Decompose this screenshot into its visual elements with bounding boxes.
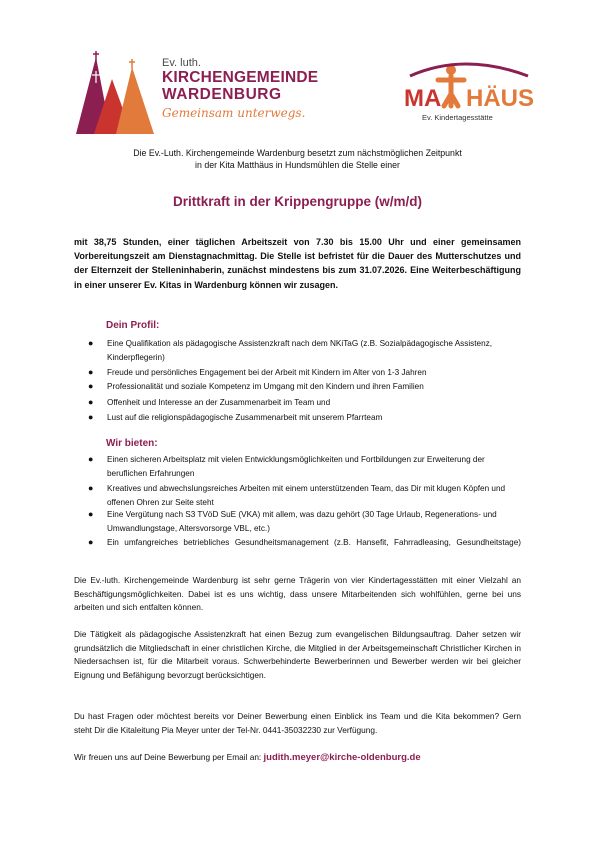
offer-item-text: Kreatives und abwechslungsreiches Arbeiten mit einem unterstützenden Team, das Dir mit klugen Köpfen und offenen Ohren zur Seite steht [107,484,506,507]
logo-line-1: KIRCHENGEMEINDE [162,69,319,86]
logo-line-2: WARDENBURG [162,86,282,103]
intro-line-1: Die Ev.-Luth. Kirchengemeinde Wardenburg besetzt zum nächstmöglichen Zeitpunkt [133,148,462,158]
offer-item-text: Eine Vergütung nach S3 TVöD SuE (VKA) mit allem, was dazu gehört (30 Tage Urlaub, Regenerations- und Umwandlungstage, Altersvorsorge VBL, etc.) [107,510,497,533]
bullet-icon: ● [88,483,94,493]
bullet-icon: ● [88,338,94,348]
svg-text:MA: MA [404,85,442,112]
offer-item-text: Einen sicheren Arbeitsplatz mit vielen Entwicklungsmöglichkeiten und Fortbildungen zur Erweiterung der beruflichen Erfahrungen [107,455,485,478]
profile-item-text: Freude und persönliches Engagement bei der Arbeit mit Kindern im Alter von 1-3 Jahren [107,368,427,377]
application-email-link[interactable]: judith.meyer@kirche-oldenburg.de [263,752,421,763]
closing-line [74,751,521,765]
job-title: Drittkraft in der Krippengruppe (w/m/d) [172,194,422,209]
profile-item-text: Professionalität und soziale Kompetenz im Umgang mit den Kindern und ihren Familien [107,382,424,391]
profile-item-text: Lust auf die religionspädagogische Zusammenarbeit mit unserem Pfarrteam [107,413,383,422]
bullet-icon: ● [88,412,94,422]
intro-text [74,147,521,171]
matthaeus-kita-logo [404,58,534,130]
profile-item-text: Offenheit und Interesse an der Zusammenarbeit im Team und [107,398,331,407]
church-spires-icon [74,49,154,134]
profile-item-text: Eine Qualifikation als pädagogische Assistenzkraft nach dem NKiTaG (z.B. Sozialpädagogische Assistenz, Kinderpflegerin) [107,339,493,362]
lead-paragraph: mit 38,75 Stunden, einer täglichen Arbeitszeit von 7.30 bis 15.00 Uhr und einer gemeinsamen Vorbereitungszeit am Dienstagnachmittag. Die Stelle ist befristet für die Dauer des Mutterschutzes und der Elternzeit der Stelleninhaberin, zunächst mindestens bis zum 31.07.2026. Eine Weiterbeschäftigung in einer unserer Ev. Kitas in Wardenburg können wir zusagen. [74,237,521,290]
intro-line-2: in der Kita Matthäus in Hundsmühlen die Stelle einer [195,160,400,170]
bullet-icon: ● [88,397,94,407]
kirchengemeinde-wordmark [162,57,332,121]
closing-text: Wir freuen uns auf Deine Bewerbung per Email an: [74,752,264,762]
logo-tagline: Gemeinsam unterwegs. [162,106,306,120]
carrier-paragraph: Die Ev.-luth. Kirchengemeinde Wardenburg ist sehr gerne Trägerin von vier Kindertagesstätten mit einer Vielzahl an Beschäftigungsmöglichkeiten. Dabei ist es uns wichtig, dass unsere Mitarbeitenden sich wohlfühlen, gerne bei uns arbeiten und sich entfalten können. [74,575,521,613]
profile-heading: Dein Profil: [106,320,160,331]
contact-paragraph: Du hast Fragen oder möchtest bereits vor Deiner Bewerbung einen Einblick ins Team und die Kita bekommen? Gern steht Dir die Kitaleitung Pia Meyer unter der Tel-Nr. 0441-35032230 zur Verfügung. [74,711,521,735]
requirements-paragraph: Die Tätigkeit als pädagogische Assistenzkraft hat einen Bezug zum evangelischen Bildungsauftrag. Daher setzen wir grundsätzlich die Mitgliedschaft in einer christlichen Kirche, die Mitglied in der Arbeitsgemeinschaft Christlicher Kirchen in Niedersachsen ist, für die Mitarbeit voraus. Schwerbehinderte Bewerberinnen und Bewerber werden wir bei gleicher Eignung und Befähigung bevorzugt berücksichtigen. [74,629,521,680]
bullet-icon: ● [88,537,94,547]
kirchengemeinde-logo [74,49,319,134]
offer-heading: Wir bieten: [106,438,158,449]
svg-text:HÄUS: HÄUS [466,85,534,112]
bullet-icon: ● [88,454,94,464]
kita-subtitle: Ev. Kindertagesstätte [422,113,493,122]
bullet-icon: ● [88,367,94,377]
offer-item-text: Ein umfangreiches betriebliches Gesundheitsmanagement (z.B. Hansefit, Fahrradleasing, Gesundheitstage) [107,538,521,547]
logo-subtitle: Ev. luth. [162,57,201,69]
matthaeus-wordmark-icon [404,58,534,113]
bullet-icon: ● [88,381,94,391]
bullet-icon: ● [88,509,94,519]
